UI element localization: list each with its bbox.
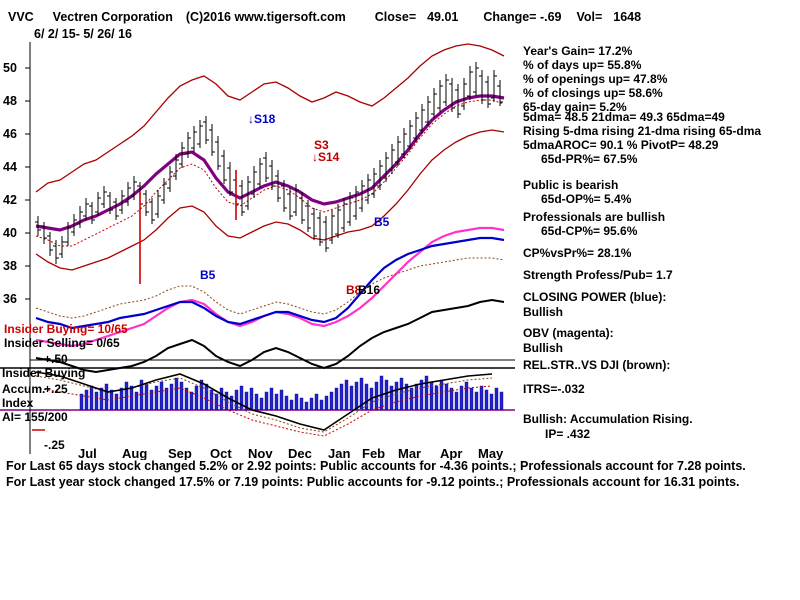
svg-text:Dec: Dec (288, 446, 312, 460)
annotation-s3: S3 (314, 138, 329, 152)
index-label: Index (2, 396, 34, 410)
stat-dma-line: 5dma= 48.5 21dma= 49.3 65dma=49 (523, 110, 725, 124)
annotation-s14: ↓S14 (312, 150, 340, 164)
stat-aroc-line: 5dmaAROC= 90.1 % PivotP= 48.29 (523, 138, 719, 152)
public-panel (523, 178, 798, 206)
insider-buying-label: Insider Buying= 10/65 (4, 322, 128, 336)
svg-text:Nov: Nov (248, 446, 273, 460)
volume-value: 1648 (613, 10, 642, 24)
svg-text:Jul: Jul (78, 446, 97, 460)
minus-25-label: -.25 (44, 438, 65, 452)
plus-25-label: +.25 (44, 382, 68, 396)
closing-power-label: CLOSING POWER (blue): (523, 290, 667, 304)
footer-line-2: For Last year stock changed 17.5% or 7.19 points: Public accounts for -9.12 points.; Professionals account for 16.31 points. (6, 475, 740, 489)
stat-65d-cp: 65d-CP%= 95.6% (541, 224, 638, 238)
close-value: 49.01 (427, 10, 459, 24)
stat-pct-days-up: % of days up= 55.8% (523, 58, 642, 72)
moving-average-panel (523, 110, 798, 166)
strength-line: Strength Profess/Pub= 1.7 (523, 268, 673, 282)
svg-text:Feb: Feb (362, 446, 386, 460)
cpvspr-line: CP%vsPr%= 28.1% (523, 246, 632, 260)
copyright-text: (C)2016 www.tigersoft.com (185, 10, 346, 24)
svg-text:38: 38 (3, 259, 17, 273)
svg-text:46: 46 (3, 127, 17, 141)
ticker-symbol: VVC (8, 10, 34, 24)
svg-text:Sep: Sep (168, 446, 192, 460)
insider-selling-label: Insider Selling= 0/65 (4, 336, 120, 350)
ai-value-label: AI= 155/200 (2, 410, 68, 424)
obv-label: OBV (magenta): (523, 326, 614, 340)
company-name: Vectren Corporation (52, 10, 173, 24)
svg-text:48: 48 (3, 94, 17, 108)
obv-value: Bullish (523, 341, 564, 355)
stat-pct-closings-up: % of closings up= 58.6% (523, 86, 663, 100)
svg-text:50: 50 (3, 61, 17, 75)
ip-value: IP= .432 (545, 427, 591, 441)
svg-text:Jan: Jan (328, 446, 351, 460)
change-label: Change= (483, 10, 537, 24)
insider-buying-panel-title: Insider Buying (2, 366, 86, 380)
svg-text:36: 36 (3, 292, 17, 306)
close-label: Close= (374, 10, 417, 24)
footer-line-1: For Last 65 days stock changed 5.2% or 2.92 points: Public accounts for -4.36 points.; Professionals account for 7.28 points. (6, 459, 746, 473)
svg-text:Mar: Mar (398, 446, 422, 460)
arrow-down-icon-2: ↓ (312, 150, 318, 164)
stat-pct-openings-up: % of openings up= 47.8% (523, 72, 668, 86)
relstr-label: REL.STR..VS DJI (brown): (523, 358, 671, 372)
stat-65day-gain: 65-day gain= 5.2% (523, 100, 627, 114)
svg-text:42: 42 (3, 193, 17, 207)
annotation-b5-left: B5 (200, 268, 216, 282)
annotation-b8: B8 (346, 283, 362, 297)
accum-label: Accum. (2, 382, 46, 396)
svg-text:44: 44 (3, 160, 17, 174)
svg-text:May: May (478, 446, 504, 460)
stats-panel (523, 44, 798, 114)
stat-years-gain: Year's Gain= 17.2% (523, 44, 633, 58)
professionals-panel (523, 210, 798, 238)
stat-65d-pr: 65d-PR%= 67.5% (541, 152, 638, 166)
svg-text:Oct: Oct (210, 446, 232, 460)
stat-rising-line: Rising 5-dma rising 21-dma rising 65-dma (523, 124, 762, 138)
arrow-down-icon: ↓ (248, 112, 254, 126)
change-value: -.69 (539, 10, 562, 24)
stat-professionals-bullish: Professionals are bullish (523, 210, 666, 224)
chart-header-line (8, 10, 641, 24)
accumulation-status: Bullish: Accumulation Rising. (523, 412, 693, 426)
annotation-b16: B16 (358, 283, 381, 297)
volume-label: Vol= (576, 10, 603, 24)
svg-text:40: 40 (3, 226, 17, 240)
closing-power-value: Bullish (523, 305, 564, 319)
stat-65d-op: 65d-OP%= 5.4% (541, 192, 632, 206)
plus-50-label: +.50 (44, 352, 68, 366)
annotation-s18: ↓S18 (248, 112, 276, 126)
svg-text:Aug: Aug (122, 446, 148, 460)
itrs-label: ITRS=-.032 (523, 382, 585, 396)
annotation-b5-right: B5 (374, 215, 390, 229)
svg-text:Apr: Apr (440, 446, 463, 460)
date-range: 6/ 2/ 15- 5/ 26/ 16 (34, 27, 132, 41)
stat-public-bearish: Public is bearish (523, 178, 619, 192)
